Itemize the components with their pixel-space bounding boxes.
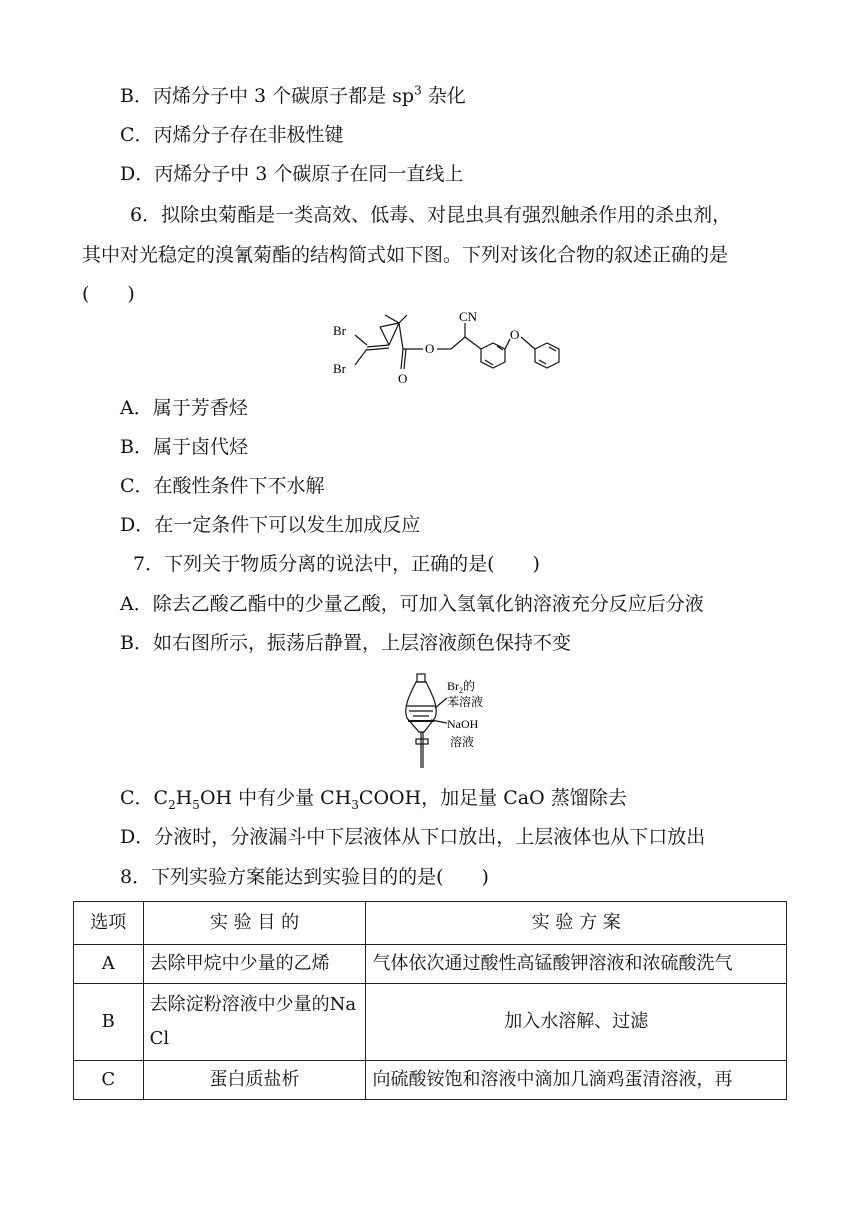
figure-label-de: 的 [463, 679, 476, 693]
q6-option-d: D．在一定条件下可以发生加成反应 [120, 514, 421, 536]
table-cell-option: C [74, 1061, 144, 1100]
q7-c-sub: 2 [168, 797, 176, 812]
q6-option-a: A．属于芳香烃 [120, 397, 248, 419]
structure-label-br1: Br [333, 323, 346, 338]
q6-stem-line2: 其中对光稳定的溴氰菊酯的结构简式如下图。下列对该化合物的叙述正确的是 [82, 244, 729, 266]
figure-label-br-sub: 2 [459, 686, 463, 695]
q5-option-c: C．丙烯分子存在非极性键 [120, 124, 344, 146]
figure-label-benzene-solution: 苯溶液 [447, 695, 484, 709]
structure-label-o-ether: O [510, 327, 520, 342]
q7-option-d: D．分液时，分液漏斗中下层液体从下口放出，上层液体也从下口放出 [120, 826, 706, 848]
figure-label-br: Br [447, 679, 459, 693]
q7-stem: 7．下列关于物质分离的说法中，正确的是( ) [133, 553, 540, 575]
table-cell-purpose: 去除甲烷中少量的乙烯 [143, 945, 366, 984]
q6-answer-blank: ( ) [82, 283, 135, 305]
structure-label-o-carbonyl: O [398, 371, 408, 385]
q7-c-part: H [175, 787, 193, 809]
table-cell-plan: 气体依次通过酸性高锰酸钾溶液和浓硫酸洗气 [366, 945, 787, 984]
q7-c-part: C．C [120, 787, 169, 809]
q6-option-c: C．在酸性条件下不水解 [120, 475, 325, 497]
q7-c-part: COOH，加足量 CaO 蒸馏除去 [358, 787, 627, 809]
q8-stem: 8．下列实验方案能达到实验目的的是( ) [120, 866, 489, 888]
table-row [74, 945, 787, 984]
q5-option-d: D．丙烯分子中 3 个碳原子在同一直线上 [120, 163, 464, 185]
table-cell-option: B [74, 984, 144, 1061]
table-cell-purpose: 去除淀粉溶液中少量的NaCl [143, 984, 366, 1061]
q7-option-a: A．除去乙酸乙酯中的少量乙酸，可加入氢氧化钠溶液充分反应后分液 [120, 593, 704, 615]
table-row [74, 984, 787, 1061]
table-header-row [74, 902, 787, 945]
deltamethrin-structure [325, 305, 585, 385]
separatory-funnel-figure [385, 668, 515, 778]
table-header-purpose: 实 验 目 的 [143, 902, 366, 945]
table-header-option: 选项 [74, 902, 144, 945]
figure-label-naoh: NaOH [447, 717, 479, 731]
q6-stem-line1: 6．拟除虫菊酯是一类高效、低毒、对昆虫具有强烈触杀作用的杀虫剂， [130, 204, 732, 226]
table-cell-plan: 向硫酸铵饱和溶液中滴加几滴鸡蛋清溶液，再 [366, 1061, 787, 1100]
figure-label-br2-line [447, 679, 475, 695]
structure-label-br2: Br [333, 361, 346, 376]
table-row [74, 1061, 787, 1100]
table-header-plan: 实 验 方 案 [366, 902, 787, 945]
experiment-table [73, 901, 787, 1100]
table-cell-plan: 加入水溶解、过滤 [366, 984, 787, 1061]
q5-option-b-suffix: 杂化 [421, 85, 466, 107]
q7-c-part: OH 中有少量 CH [199, 787, 352, 809]
q5-option-b-sup: 3 [414, 83, 422, 98]
q7-option-b: B．如右图所示，振荡后静置，上层溶液颜色保持不变 [120, 632, 571, 654]
q5-option-b [120, 84, 466, 108]
q6-option-b: B．属于卤代烃 [120, 436, 248, 458]
structure-label-cn: CN [459, 309, 478, 324]
q7-c-sub: 3 [351, 797, 359, 812]
figure-label-solution: 溶液 [450, 735, 475, 749]
q5-option-b-text: B．丙烯分子中 3 个碳原子都是 sp [120, 85, 415, 107]
structure-label-o-ester: O [425, 341, 435, 356]
q7-c-sub: 5 [192, 797, 200, 812]
q7-option-c [120, 786, 627, 810]
table-cell-purpose: 蛋白质盐析 [143, 1061, 366, 1100]
table-cell-option: A [74, 945, 144, 984]
